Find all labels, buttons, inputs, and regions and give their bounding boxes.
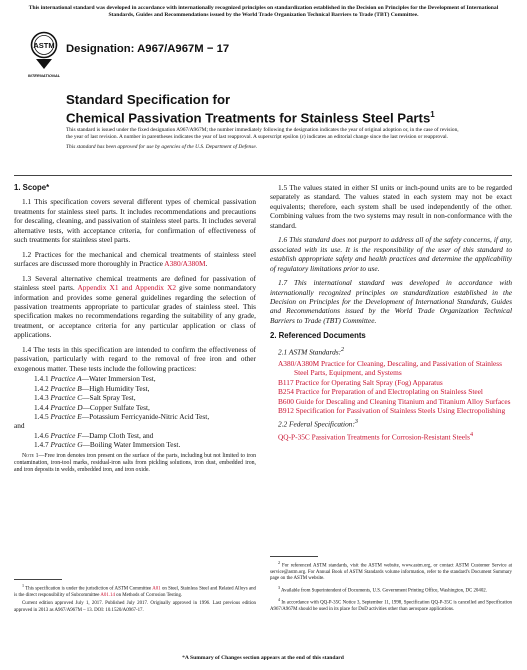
federal-spec-subhead: 2.2 Federal Specification:$^3$: [278, 419, 358, 429]
scope-heading: 1. Scope*: [14, 183, 50, 192]
para-1-7: 1.7 This international standard was developed in accordance with internationally recognized principles on standardization established in the Decision on Principles for the Development of International Standards, Guides and Recommendations issued by the World Trade Organization Technical Barriers to Trade (TBT) Committee.: [270, 278, 512, 325]
ref-link[interactable]: B254: [278, 387, 294, 397]
development-notice: This international standard was developed in accordance with internationally recognized principles on standardization established in the Decision on Principles for the Development of International Standards, Guides and Recommendations issued by the World Trade Organization Technical Barriers to Trade (TBT) Committee.: [28, 5, 499, 18]
logo-label: INTERNATIONAL: [27, 73, 61, 78]
designation: Designation: A967/A967M − 17: [66, 43, 230, 55]
footnote-3: $^3$ Available from Superintendent of Documents, U.S. Government Printing Office, Washington, DC 20402.: [278, 584, 487, 594]
header-rule: [14, 175, 512, 176]
ref-link[interactable]: B600: [278, 396, 294, 406]
practice-item: 1.4.3 Practice C—Salt Spray Test,: [34, 393, 136, 403]
astm-logo: [30, 31, 58, 71]
footnote-edition: Current edition approved July 1, 2017. Published July 2017. Originally approved in 1996. Last previous edition approved in 2013 as A967/A967M – 13. DOI: 10.1520/A0967-17.: [14, 601, 256, 613]
astm-standards-subhead: 2.1 ASTM Standards:$^2$: [278, 346, 345, 357]
reference-item: B117 Practice for Operating Salt Spray (Fog) Apparatus: [278, 377, 443, 387]
referenced-documents-heading: 2. Referenced Documents: [270, 331, 366, 341]
link-appendix[interactable]: Appendix X1 and Appendix X2: [77, 283, 177, 293]
para-1-4: 1.4 The tests in this specification are intended to confirm the effectiveness of passivation, particularly with regard to the removal of free iron and other exogenous matter. These tests include the following practices:: [14, 344, 256, 373]
practice-and: and: [14, 421, 25, 431]
para-1-5: 1.5 The values stated in either SI units or inch-pound units are to be regarded separately as standard. The values stated in each system may not be exact equivalents; therefore, each system shall be used independently of the other. Combining values from the two systems may result in non-conformance with the standard.: [270, 183, 512, 230]
ref-link[interactable]: A380/A380M: [278, 358, 320, 368]
footnote-4: $^4$ In accordance with QQ-P-35C Notice 3, September 11, 1998, Specification QQ-P-35C is cancelled and Specification A967/A967M should be used in its place for DoD activities other than aerospace applications.: [270, 596, 512, 612]
left-column: [14, 183, 256, 474]
standard-title: [66, 92, 496, 125]
practice-item: 1.4.4 Practice D—Copper Sulfate Test,: [34, 402, 150, 412]
summary-of-changes-note: *A Summary of Changes section appears at the end of this standard: [182, 655, 344, 661]
logo-text: ASTM: [33, 41, 55, 50]
footnote-rule: [270, 556, 318, 557]
practice-item: 1.4.1 Practice A—Water Immersion Test,: [34, 374, 156, 384]
reference-list: [270, 346, 512, 442]
reference-item: B254 Practice for Preparation of and Electroplating on Stainless Steel: [278, 387, 483, 397]
para-1-6: 1.6 This standard does not purport to address all of the safety concerns, if any, associated with its use. It is the responsibility of the user of this standard to establish appropriate safety and health practices and determine the applicability of regulatory limitations prior to use.: [270, 235, 512, 273]
reference-item: B600 Guide for Descaling and Cleaning Titanium and Titanium Alloy Surfaces: [278, 396, 511, 406]
para-1-2: 1.2 Practices for the mechanical and chemical treatments of stainless steel surfaces are discussed more thoroughly in Practice A380/A380M.: [14, 249, 256, 269]
para-1-3: 1.3 Several alternative chemical treatments are defined for passivation of stainless steel parts. Appendix X1 and Appendix X2 give some nonmandatory information and provides some general guidelines regarding the selection of passivation treatments appropriate to particular grades of stainless steel. This specification makes no recommendations regarding the suitability of any grade, treatment, or acceptance criteria for any particular application or class of applications.: [14, 273, 257, 340]
link-a01[interactable]: A01: [152, 586, 161, 592]
title-footnote-ref: 1: [430, 110, 435, 119]
link-a380[interactable]: A380/A380M: [164, 259, 206, 269]
ref-link[interactable]: QQ-P-35C: [278, 432, 310, 442]
issuance-paragraph: This standard is issued under the fixed designation A967/A967M; the number immediately following the designation indicates the year of original adoption or, in the case of revision, the year of last revision. A number in parentheses indicates the year of last reapproval. A superscript epsilon (ε) indicates an editorial change since the last revision or reapproval.: [66, 127, 459, 141]
ref-link[interactable]: B117: [278, 377, 294, 387]
reference-item: QQ-P-35C Passivation Treatments for Corrosion-Resistant Steels$^4$: [278, 432, 474, 442]
footnote-rule: [14, 579, 62, 580]
title-line-2: Chemical Passivation Treatments for Stainless Steel Parts$^1$: [66, 110, 435, 126]
practice-item: 1.4.6 Practice F—Damp Cloth Test, and: [34, 430, 154, 440]
practice-item: 1.4.7 Practice G—Boiling Water Immersion Test.: [34, 440, 181, 450]
reference-item: B912 Specification for Passivation of Stainless Steels Using Electropolishing: [278, 405, 506, 415]
practice-list: [14, 374, 256, 450]
title-line-1: Standard Specification for: [66, 92, 231, 107]
link-a01-14[interactable]: A01.14: [100, 593, 115, 599]
footnotes-right: [270, 556, 512, 615]
issuance-note: [66, 127, 466, 155]
ref-link[interactable]: B912: [278, 405, 294, 415]
right-column: [270, 183, 512, 442]
footnote-1: $^1$ This specification is under the jurisdiction of ASTM Committee A01 on Steel, Stainless Steel and Related Alloys and is the direct responsibility of Subcommittee A01.14 on Methods of Corrosion Testing.: [14, 583, 256, 599]
practice-item: 1.4.5 Practice E—Potassium Ferricyanide-Nitric Acid Test,: [34, 411, 210, 421]
practice-item: 1.4.2 Practice B—High Humidity Test,: [34, 383, 150, 393]
footnotes-left: [14, 579, 256, 616]
para-1-1: 1.1 This specification covers several different types of chemical passivation treatments for stainless steel parts. It includes recommendations and precautions for descaling, cleaning, and passivation of stainless steel parts. It includes several alternative tests, with acceptance criteria, for confirmation of effectiveness of such treatments for stainless steel parts.: [14, 197, 256, 245]
note-1: Note 1—Free iron denotes iron present on the surface of the parts, including but not limited to iron contamination, iron-tool marks, residual-iron salts from pickling solutions, iron dust, embedded iron, and iron deposits in welds, embedded iron, and iron oxide.: [14, 452, 257, 474]
reference-item: A380/A380M Practice for Cleaning, Descaling, and Passivation of Stainless Steel Parts, Equipment, and Systems: [278, 358, 502, 378]
footnote-2: $^2$ For referenced ASTM standards, visit the ASTM website, www.astm.org, or contact ASTM Customer Service at service@astm.org. For Annual Book of ASTM Standards volume information, refer to the standard's Document Summary page on the ASTM website.: [270, 560, 512, 582]
dod-approval-note: This standard has been approved for use by agencies of the U.S. Department of Defense.: [66, 144, 258, 151]
